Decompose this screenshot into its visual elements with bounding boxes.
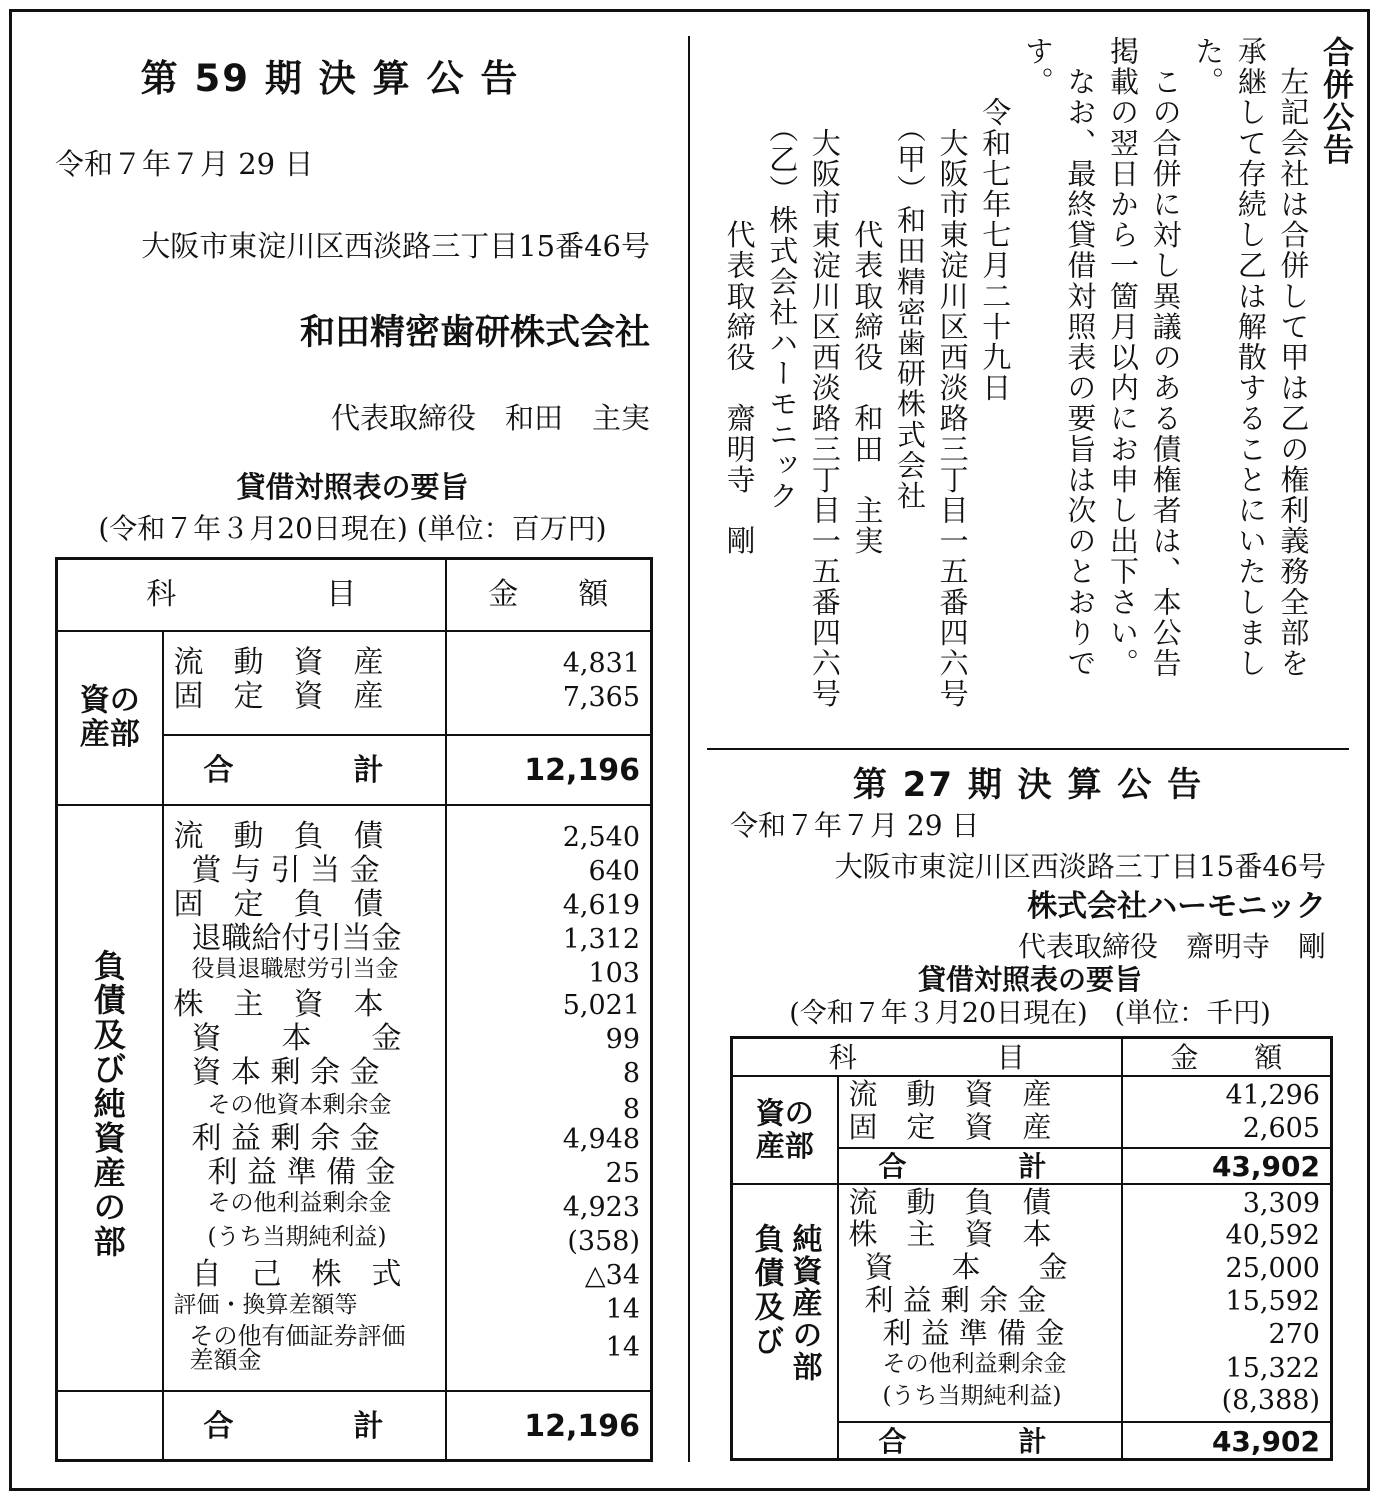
bs-item-label: 退職給付引当金 (191, 920, 402, 956)
left-assets-total-value: 12,196 (524, 752, 640, 788)
bs-item-label: 流 動 資 産 (173, 644, 384, 680)
left-notice-address: 大阪市東淀川区西淡路三丁目15番46号 (141, 229, 650, 263)
left-company-name: 和田精密歯研株式会社 (299, 313, 650, 353)
bs-item-label: 利 益 準 備 金 (207, 1154, 396, 1190)
column-divider (688, 36, 690, 1462)
bs-item-value: 25,000 (1225, 1252, 1320, 1284)
bs-item-value: 4,831 (562, 647, 640, 679)
bs-item-label: その他利益剰余金 (207, 1189, 392, 1216)
left-notice-title: 第 59 期 決 算 公 告 (140, 57, 520, 100)
bs-item-value: 99 (605, 1023, 640, 1055)
right-assets-section-label: 資の 産部 (755, 1095, 814, 1163)
right-col-subject-header: 科 目 (828, 1041, 1025, 1074)
bs-item-value: 7,365 (562, 681, 640, 713)
right-representative: 代表取締役 齋明寺 剛 (1017, 930, 1326, 963)
left-assets-section-label: 資の 産部 (79, 682, 140, 752)
bs-item-value: 640 (588, 855, 640, 887)
bs-item-value: 41,296 (1225, 1079, 1320, 1111)
bs-item-label: 評価・換算差額等 (173, 1291, 358, 1318)
bs-item-value: 15,592 (1225, 1285, 1320, 1317)
bs-item-label: 賞 与 引 当 金 (191, 852, 380, 888)
merger-notice (705, 36, 1353, 736)
left-balance-sheet-table (55, 557, 653, 1462)
bs-item-label: 流 動 負 債 (173, 818, 384, 854)
bs-item-label: 資 本 金 (864, 1249, 1068, 1284)
bs-item-value: 4,923 (562, 1191, 640, 1223)
bs-item-value: 8 (622, 1093, 640, 1125)
left-liabilities-total-value: 12,196 (524, 1408, 640, 1444)
bs-item-label: 流 動 資 産 (848, 1076, 1052, 1111)
bs-item-label: 利 益 準 備 金 (882, 1315, 1065, 1350)
bs-item-value: 40,592 (1225, 1219, 1320, 1251)
bs-item-value: 1,312 (562, 923, 640, 955)
merger-notice-line: 令和七年七月二十九日 (978, 36, 1013, 404)
merger-notice-line: 大阪市東淀川区西淡路三丁目一五番四六号 (807, 36, 842, 710)
bs-item-label: その他利益剰余金 (882, 1350, 1067, 1377)
right-liabilities-total-value: 43,902 (1211, 1424, 1320, 1458)
left-representative: 代表取締役 和田 主実 (330, 401, 650, 435)
bs-item-value: 15,322 (1225, 1352, 1320, 1384)
bs-item-label: その他有価証券評価 差額金 (189, 1321, 406, 1374)
bs-item-label: その他資本剰余金 (207, 1091, 392, 1118)
bs-item-label: 固 定 資 産 (173, 678, 384, 714)
bs-item-label: 株 主 資 本 (173, 986, 384, 1022)
merger-notice-line: す。 (1020, 36, 1055, 98)
merger-notice-heading: 合併公告 (1317, 36, 1353, 167)
right-liabilities-label-col2: 純資産の部 (786, 1222, 822, 1383)
bs-item-value: (8,388) (1221, 1384, 1320, 1416)
merger-notice-line: 大阪市東淀川区西淡路三丁目一五番四六号 (935, 36, 970, 710)
bs-item-label: 自 己 株 式 (191, 1256, 402, 1292)
merger-notice-line: なお、最終貸借対照表の要旨は次のとおりで (1063, 36, 1098, 679)
right-balance-sheet-table (730, 1036, 1333, 1461)
merger-notice-line: （甲）和田精密歯研株式会社 (893, 36, 927, 512)
bs-item-value: 5,021 (562, 989, 640, 1021)
left-liabilities-section-label: 負 債 及 び 純 資 産 の 部 (93, 946, 126, 1261)
bs-item-label: 株 主 資 本 (848, 1216, 1052, 1251)
right-assets-total-value: 43,902 (1211, 1149, 1320, 1183)
bs-item-value: 2,540 (562, 821, 640, 853)
left-notice-date: 令和７年７月 29 日 (55, 147, 314, 181)
left-bs-title: 貸借対照表の要旨 (236, 470, 469, 504)
bs-item-label: (うち当期純利益) (882, 1382, 1062, 1409)
bs-item-value: △34 (584, 1259, 640, 1291)
merger-bottom-rule (707, 748, 1349, 750)
bs-item-value: 103 (588, 957, 640, 989)
merger-notice-line: 代表取締役 齋明寺 剛 (722, 36, 757, 557)
bs-item-value: 25 (605, 1157, 640, 1189)
bs-item-label: 固 定 負 債 (173, 886, 384, 922)
merger-notice-line: （乙）株式会社ハーモニック (765, 36, 800, 512)
right-company-name: 株式会社ハーモニック (1027, 889, 1326, 924)
bs-item-value: (358) (567, 1225, 640, 1257)
merger-notice-line: 左記会社は合併して甲は乙の権利義務全部を (1276, 36, 1311, 679)
bs-item-label: 役員退職慰労引当金 (191, 955, 399, 982)
left-bs-subtitle: (令和７年３月20日現在) (単位：百万円) (98, 512, 607, 545)
bs-item-value: 2,605 (1242, 1112, 1320, 1144)
bs-item-label: 資 本 金 (191, 1020, 402, 1056)
bs-item-label: 利 益 剰 余 金 (191, 1120, 380, 1156)
merger-notice-line: 承継して存続し乙は解散することにいたしまし (1233, 36, 1268, 679)
left-col-subject-header: 科 目 (146, 577, 357, 612)
right-liabilities-total-label: 合 計 (878, 1424, 1047, 1458)
merger-notice-line: 代表取締役 和田 主実 (850, 36, 885, 557)
bs-item-value: 14 (605, 1331, 640, 1363)
right-bs-title: 貸借対照表の要旨 (917, 963, 1142, 996)
right-notice-date: 令和７年７月 29 日 (730, 809, 980, 842)
bs-item-value: 8 (622, 1057, 640, 1089)
merger-notice-line: た。 (1191, 36, 1226, 98)
merger-notice-line: 掲載の翌日から一箇月以内にお申し出下さい。 (1106, 36, 1140, 679)
bs-item-value: 3,309 (1242, 1187, 1320, 1219)
bs-item-value: 14 (605, 1293, 640, 1325)
left-liabilities-total-label: 合 計 (203, 1408, 384, 1444)
bs-item-label: 固 定 資 産 (848, 1109, 1052, 1144)
right-notice-title: 第 27 期 決 算 公 告 (852, 765, 1204, 805)
bs-item-label: 利 益 剰 余 金 (864, 1282, 1047, 1317)
right-assets-total-label: 合 計 (878, 1149, 1047, 1183)
bs-item-label: 流 動 負 債 (848, 1184, 1052, 1219)
bs-item-label: 資 本 剰 余 金 (191, 1054, 380, 1090)
bs-item-value: 4,948 (562, 1123, 640, 1155)
right-notice-address: 大阪市東淀川区西淡路三丁目15番46号 (834, 850, 1326, 883)
bs-item-label: (うち当期純利益) (207, 1223, 387, 1250)
right-liabilities-label-col1: 負債及び (748, 1222, 784, 1359)
bs-item-value: 270 (1268, 1318, 1320, 1350)
right-bs-subtitle: (令和７年３月20日現在) (単位：千円) (789, 998, 1271, 1029)
bs-item-value: 4,619 (562, 889, 640, 921)
left-col-amount-header: 金 額 (488, 577, 609, 612)
right-col-amount-header: 金 額 (1170, 1041, 1283, 1074)
left-assets-total-label: 合 計 (203, 752, 384, 788)
merger-notice-line: この合併に対し異議のある債権者は、本公告 (1148, 36, 1183, 679)
